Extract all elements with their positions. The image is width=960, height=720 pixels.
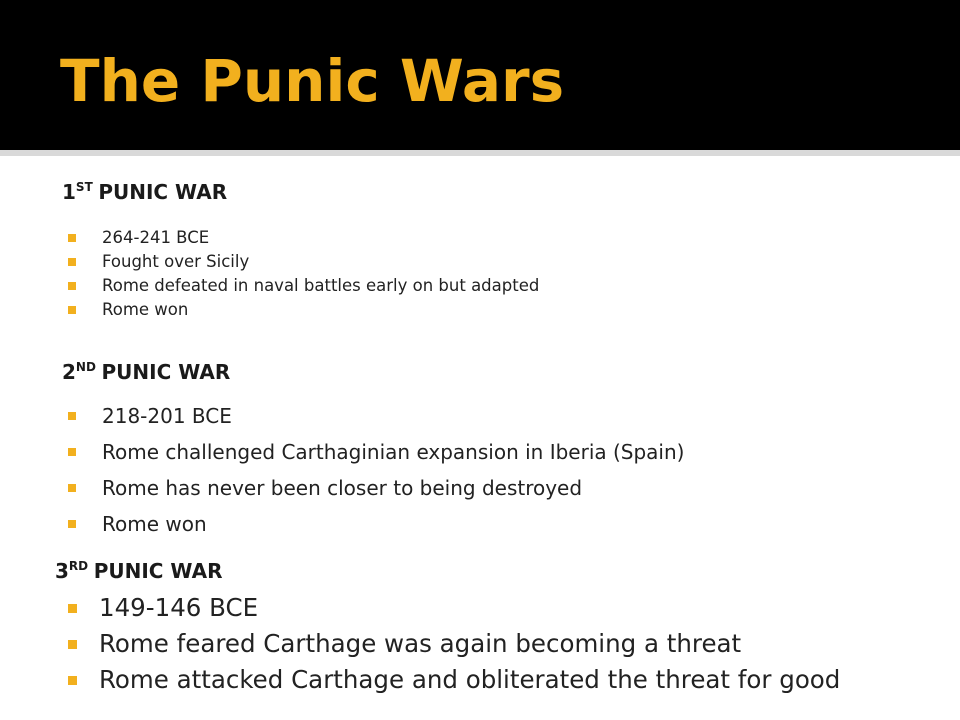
square-bullet-icon xyxy=(68,282,76,290)
list-item xyxy=(68,226,539,250)
list-item xyxy=(68,470,684,506)
list-item xyxy=(68,250,539,274)
section-heading-1st-punic-war xyxy=(62,180,227,204)
bullet-list-3rd-punic-war xyxy=(68,590,840,698)
square-bullet-icon xyxy=(68,520,76,528)
section-heading-3rd-punic-war xyxy=(55,559,222,583)
section-heading-text: PUNIC WAR xyxy=(98,180,228,204)
bullet-text: Rome won xyxy=(102,300,189,319)
section-number: 1 xyxy=(62,180,76,204)
section-number: 3 xyxy=(55,559,69,583)
bullet-text: Rome challenged Carthaginian expansion in Iberia (Spain) xyxy=(102,440,685,464)
bullet-list-2nd-punic-war xyxy=(68,398,684,542)
bullet-text: Rome attacked Carthage and obliterated the threat for good xyxy=(99,665,841,694)
list-item xyxy=(68,506,684,542)
square-bullet-icon xyxy=(68,604,77,613)
list-item xyxy=(68,398,684,434)
bullet-text: Rome feared Carthage was again becoming a threat xyxy=(99,629,742,658)
list-item xyxy=(68,434,684,470)
square-bullet-icon xyxy=(68,484,76,492)
slide-title: The Punic Wars xyxy=(60,47,565,115)
list-item xyxy=(68,626,840,662)
bullet-text: Rome defeated in naval battles early on but adapted xyxy=(102,276,540,295)
bullet-text: Rome won xyxy=(102,512,207,536)
list-item xyxy=(68,662,840,698)
square-bullet-icon xyxy=(68,640,77,649)
section-heading-text: PUNIC WAR xyxy=(101,360,231,384)
section-heading-2nd-punic-war xyxy=(62,360,230,384)
square-bullet-icon xyxy=(68,306,76,314)
list-item xyxy=(68,298,539,322)
bullet-text: Rome has never been closer to being destroyed xyxy=(102,476,583,500)
bullet-text: Fought over Sicily xyxy=(102,252,250,271)
list-item xyxy=(68,274,539,298)
section-number: 2 xyxy=(62,360,76,384)
bullet-text: 149-146 BCE xyxy=(99,593,259,622)
list-item xyxy=(68,590,840,626)
title-divider xyxy=(0,150,960,156)
bullet-text: 218-201 BCE xyxy=(102,404,232,428)
section-heading-text: PUNIC WAR xyxy=(93,559,223,583)
square-bullet-icon xyxy=(68,448,76,456)
square-bullet-icon xyxy=(68,234,76,242)
ordinal-suffix: RD xyxy=(68,559,89,573)
square-bullet-icon xyxy=(68,676,77,685)
ordinal-suffix: ND xyxy=(75,360,96,374)
square-bullet-icon xyxy=(68,412,76,420)
bullet-text: 264-241 BCE xyxy=(102,228,210,247)
square-bullet-icon xyxy=(68,258,76,266)
bullet-list-1st-punic-war xyxy=(68,226,539,322)
ordinal-suffix: ST xyxy=(75,180,93,194)
